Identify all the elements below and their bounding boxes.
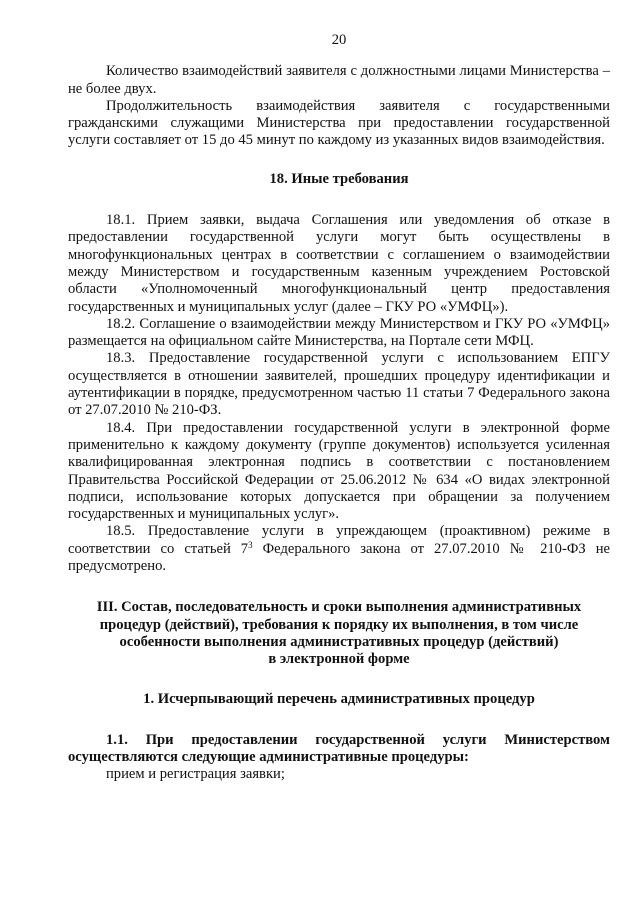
section-3-title-line: III. Состав, последовательность и сроки выполнения административных (96, 599, 582, 616)
document-page (68, 32, 610, 784)
section-18-title: 18. Иные требования (269, 170, 409, 187)
section-3-title (68, 599, 610, 668)
intro-paragraph-2: Продолжительность взаимодействия заявителя с государственными гражданскими служащими Министерства при предоставлении государственной услуги составляет от 15 до 45 минут по каждому из указанных видов взаимодействия. (68, 97, 610, 149)
paragraph-18-3: 18.3. Предоставление государственной услуги с использованием ЕПГУ осуществляется в отношении заявителей, прошедших процедуру идентификации и аутентификации в порядке, предусмотренном частью 11 статьи 7 Федерального закона от 27.07.2010 № 210-ФЗ. (68, 350, 610, 419)
paragraph-18-5 (68, 523, 610, 575)
paragraph-1-1: 1.1. При предоставлении государственной услуги Министерством осуществляются следующие административные процедуры: (68, 731, 610, 766)
page-number: 20 (331, 32, 347, 48)
article-superscript: 3 (248, 539, 253, 550)
section-3-title-line: в электронной форме (268, 651, 410, 668)
intro-paragraph-1: Количество взаимодействий заявителя с должностными лицами Министерства – не более двух. (68, 63, 610, 97)
procedure-list-item: прием и регистрация заявки; (106, 766, 285, 783)
section-3-title-line: особенности выполнения административных процедур (действий) (119, 633, 559, 650)
subsection-1-title: 1. Исчерпывающий перечень административных процедур (143, 690, 535, 707)
paragraph-18-1: 18.1. Прием заявки, выдача Соглашения или уведомления об отказе в предоставлении государственной услуги могут быть осуществлены в многофункциональных центрах в соответствии с соглашением о взаимодействии между Министерством и государственным казенным учреждением Ростовской области «Уполномоченный многофункциональный центр предоставления государственных и муниципальных услуг (далее – ГКУ РО «УМФЦ»). (68, 212, 610, 315)
paragraph-18-4: 18.4. При предоставлении государственной услуги в электронной форме применительно к каждому документу (группе документов) используется усиленная квалифицированная электронная подпись в соответствии с постановлением Правительства Российской Федерации от 25.06.2012 № 634 «О видах электронной подписи, использование которых допускается при обращении за получением государственных и муниципальных услуг». (68, 419, 610, 523)
paragraph-18-5-text-start: 18.5. Предоставление услуги в упреждающем (проактивном) режиме в соответствии со статьей 7 (68, 523, 610, 557)
paragraph-18-5-text-end: Федерального закона от 27.07.2010 № 210-ФЗ не предусмотрено. (68, 540, 610, 575)
section-3-title-line: процедур (действий), требования к порядку их выполнения, в том числе (99, 616, 579, 633)
paragraph-18-2: 18.2. Соглашение о взаимодействии между Министерством и ГКУ РО «УМФЦ» размещается на официальном сайте Министерства, на Портале сети МФЦ. (68, 315, 610, 350)
